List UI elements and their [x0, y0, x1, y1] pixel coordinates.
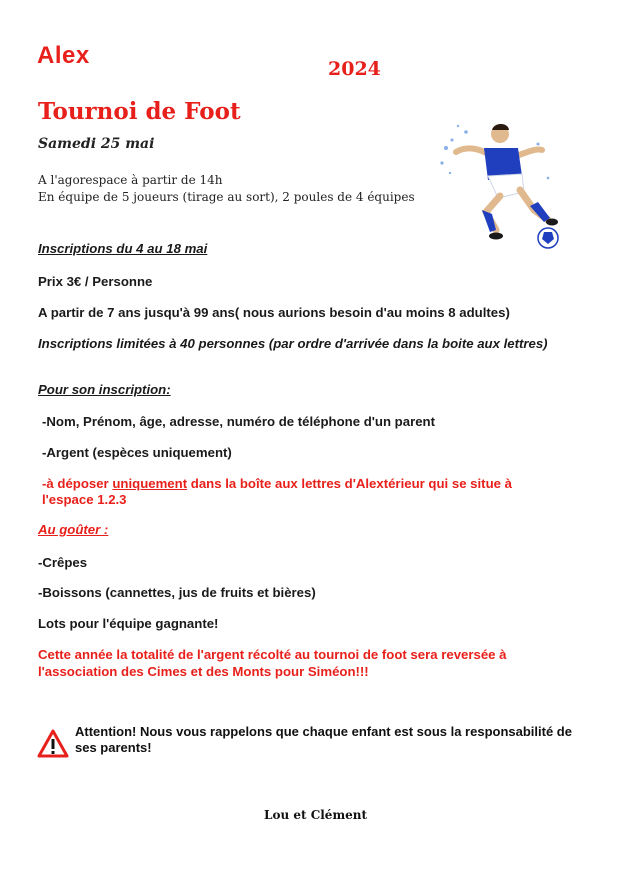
deposit-instruction	[42, 476, 512, 491]
event-date: Samedi 25 mai	[38, 136, 155, 152]
football-player-illustration	[438, 118, 568, 253]
deposit-suffix: dans la boîte aux lettres d'Alextérieur qui se situe à	[187, 476, 512, 491]
donation-line-2: l'association des Cimes et des Monts pour Siméon!!!	[38, 664, 369, 679]
brand-name: Alex	[37, 42, 90, 69]
snack-heading: Au goûter :	[38, 522, 109, 537]
requirement-item-identity: -Nom, Prénom, âge, adresse, numéro de téléphone d'un parent	[42, 414, 435, 429]
snack-item-crepes: -Crêpes	[38, 555, 88, 570]
deposit-emphasis: uniquement	[112, 476, 188, 491]
teams-line: En équipe de 5 joueurs (tirage au sort), 2 poules de 4 équipes	[38, 190, 415, 204]
warning-triangle-icon	[37, 729, 69, 759]
requirement-item-money: -Argent (espèces uniquement)	[42, 445, 232, 460]
prize-line: Lots pour l'équipe gagnante!	[38, 616, 219, 631]
event-year: 2024	[328, 58, 381, 80]
ages-line: A partir de 7 ans jusqu'à 99 ans( nous aurions besoin d'au moins 8 adultes)	[38, 305, 510, 320]
warning-text: Attention! Nous vous rappelons que chaque enfant est sous la responsabilité de ses parents!	[75, 724, 572, 755]
deposit-location: l'espace 1.2.3	[42, 492, 127, 507]
limit-line: Inscriptions limitées à 40 personnes (par ordre d'arrivée dans la boite aux lettres)	[38, 336, 548, 351]
deposit-prefix: -à déposer	[42, 476, 113, 491]
registration-heading: Inscriptions du 4 au 18 mai	[38, 241, 208, 256]
organizers-signature: Lou et Clément	[264, 808, 368, 822]
event-title: Tournoi de Foot	[38, 98, 241, 125]
location-line: A l'agorespace à partir de 14h	[38, 173, 223, 187]
snack-item-drinks: -Boissons (cannettes, jus de fruits et bières)	[38, 585, 316, 600]
donation-line-1: Cette année la totalité de l'argent récolté au tournoi de foot sera reversée à	[38, 647, 507, 662]
requirements-heading: Pour son inscription:	[38, 382, 171, 397]
price-line: Prix 3€ / Personne	[38, 274, 153, 289]
